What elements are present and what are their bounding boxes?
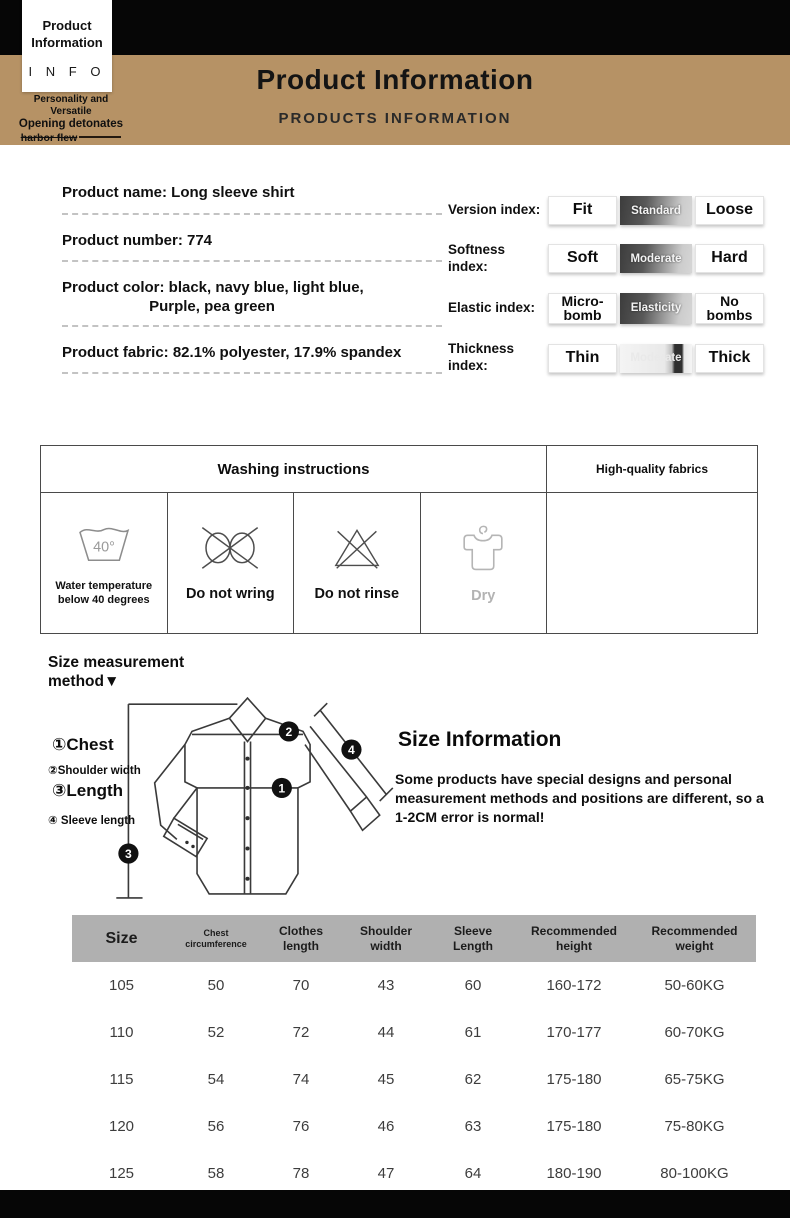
wash-label-no-rinse: Do not rinse [314, 585, 400, 602]
svg-text:1: 1 [278, 781, 286, 796]
col-size: Size [72, 915, 171, 962]
product-color-line1: Product color: black, navy blue, light blue, [62, 279, 364, 296]
softness-index-label: Softness index: [448, 242, 506, 274]
wash-label-temperature: Water temperature below 40 degrees [55, 580, 153, 606]
high-quality-fabrics-cell [547, 493, 758, 634]
size-information-title: Size Information [398, 728, 562, 751]
col-recommended-height: Recommended height [515, 915, 633, 962]
washing-instructions-header: Washing instructions [41, 446, 547, 493]
size-table-header-row [72, 915, 756, 962]
thickness-selected-level: Moderate [620, 344, 692, 373]
thickness-index-bar [548, 344, 764, 373]
svg-text:3: 3 [125, 847, 132, 862]
wash-label-no-wring: Do not wring [185, 585, 275, 602]
softness-selected-level: Moderate [620, 244, 692, 273]
badge-info-label: I N F O [28, 63, 106, 79]
size-table [72, 915, 756, 1197]
size-row-120: 120 56 76 46 63 175-180 75-80KG [72, 1103, 756, 1150]
thickness-left-option: Thin [548, 344, 617, 373]
size-measurement-heading: Size measurement method▼ [48, 654, 185, 691]
elastic-index-label: Elastic index: [448, 300, 536, 315]
page-title: Product Information [256, 64, 534, 95]
top-black-bar [0, 0, 790, 55]
version-index-row [448, 196, 763, 225]
softness-left-option: Soft [548, 244, 617, 273]
hang-dry-icon [455, 521, 511, 573]
version-left-option: Fit [548, 196, 617, 225]
wash-label-dry: Dry [471, 587, 496, 604]
thickness-right-option: Thick [695, 344, 764, 373]
product-name: Product name: Long sleeve shirt [62, 184, 295, 201]
index-panel [448, 196, 763, 375]
wash-cell-no-rinse [294, 493, 421, 634]
svg-text:4: 4 [348, 743, 355, 758]
size-row-105: 105 50 70 43 60 160-172 50-60KG [72, 962, 756, 1009]
divider [62, 325, 442, 327]
svg-text:40°: 40° [92, 539, 115, 556]
col-clothes-length: Clothes length [261, 915, 341, 962]
wash-cell-no-wring [167, 493, 294, 634]
elastic-left-option: Micro-bomb [548, 293, 617, 324]
version-index-bar [548, 196, 764, 225]
softness-right-option: Hard [695, 244, 764, 273]
legend-chest: ①Chest [52, 735, 114, 754]
badge-title: Product Information [31, 18, 103, 50]
product-fields [62, 183, 442, 390]
legend-sleeve-length: ④ Sleeve length [48, 815, 136, 827]
softness-index-bar [548, 244, 764, 273]
wash-cell-dry [420, 493, 547, 634]
product-color-line2: Purple, pea green [149, 297, 275, 315]
thickness-index-label: Thickness index: [448, 341, 515, 373]
size-row-125: 125 58 78 47 64 180-190 80-100KG [72, 1150, 756, 1197]
size-row-110: 110 52 72 44 61 170-177 60-70KG [72, 1009, 756, 1056]
product-number: Product number: 774 [62, 231, 213, 249]
bottom-black-bar [0, 1190, 790, 1218]
legend-shoulder-width: ②Shoulder width [48, 765, 141, 777]
col-recommended-weight: Recommended weight [633, 915, 756, 962]
tagline-line3: harbor flew [8, 132, 134, 144]
elastic-index-row [448, 293, 763, 324]
divider [62, 372, 442, 374]
elastic-index-bar [548, 293, 764, 324]
wash-below-40-icon [75, 518, 133, 566]
version-right-option: Loose [695, 196, 764, 225]
tagline-line2: Opening detonates [18, 118, 124, 130]
legend-length: ③Length [52, 781, 124, 800]
size-row-115: 115 54 74 45 62 175-180 65-75KG [72, 1056, 756, 1103]
badge-tagline [8, 94, 134, 144]
svg-text:2: 2 [285, 724, 293, 739]
thickness-index-row [448, 341, 763, 375]
divider [62, 213, 442, 215]
size-information-body: Some products have special designs and personal measurement methods and positions are different, so a 1-2CM error is normal! [395, 771, 764, 825]
col-sleeve-length: Sleeve Length [431, 915, 515, 962]
col-chest-circumference: Chest circumference [171, 915, 261, 962]
washing-instructions-table [40, 445, 758, 634]
version-selected-level: Standard [620, 196, 692, 225]
high-quality-fabrics-header: High-quality fabrics [547, 446, 758, 493]
tagline-line1: Personality and Versatile [33, 94, 109, 117]
version-index-label: Version index: [448, 202, 541, 218]
info-badge-card [22, 0, 112, 92]
divider [62, 260, 442, 262]
do-not-wring-icon [197, 523, 263, 571]
do-not-rinse-icon [328, 523, 386, 571]
tagline-rule [79, 136, 121, 138]
elastic-right-option: No bombs [695, 293, 764, 324]
wash-cell-temperature [41, 493, 168, 634]
softness-index-row [448, 242, 763, 276]
col-shoulder-width: Shoulder width [341, 915, 431, 962]
page-subtitle: PRODUCTS INFORMATION [278, 110, 512, 127]
product-fabric: Product fabric: 82.1% polyester, 17.9% spandex [62, 343, 402, 361]
elastic-selected-level: Elasticity [620, 293, 692, 324]
shirt-measurement-diagram [95, 686, 400, 906]
